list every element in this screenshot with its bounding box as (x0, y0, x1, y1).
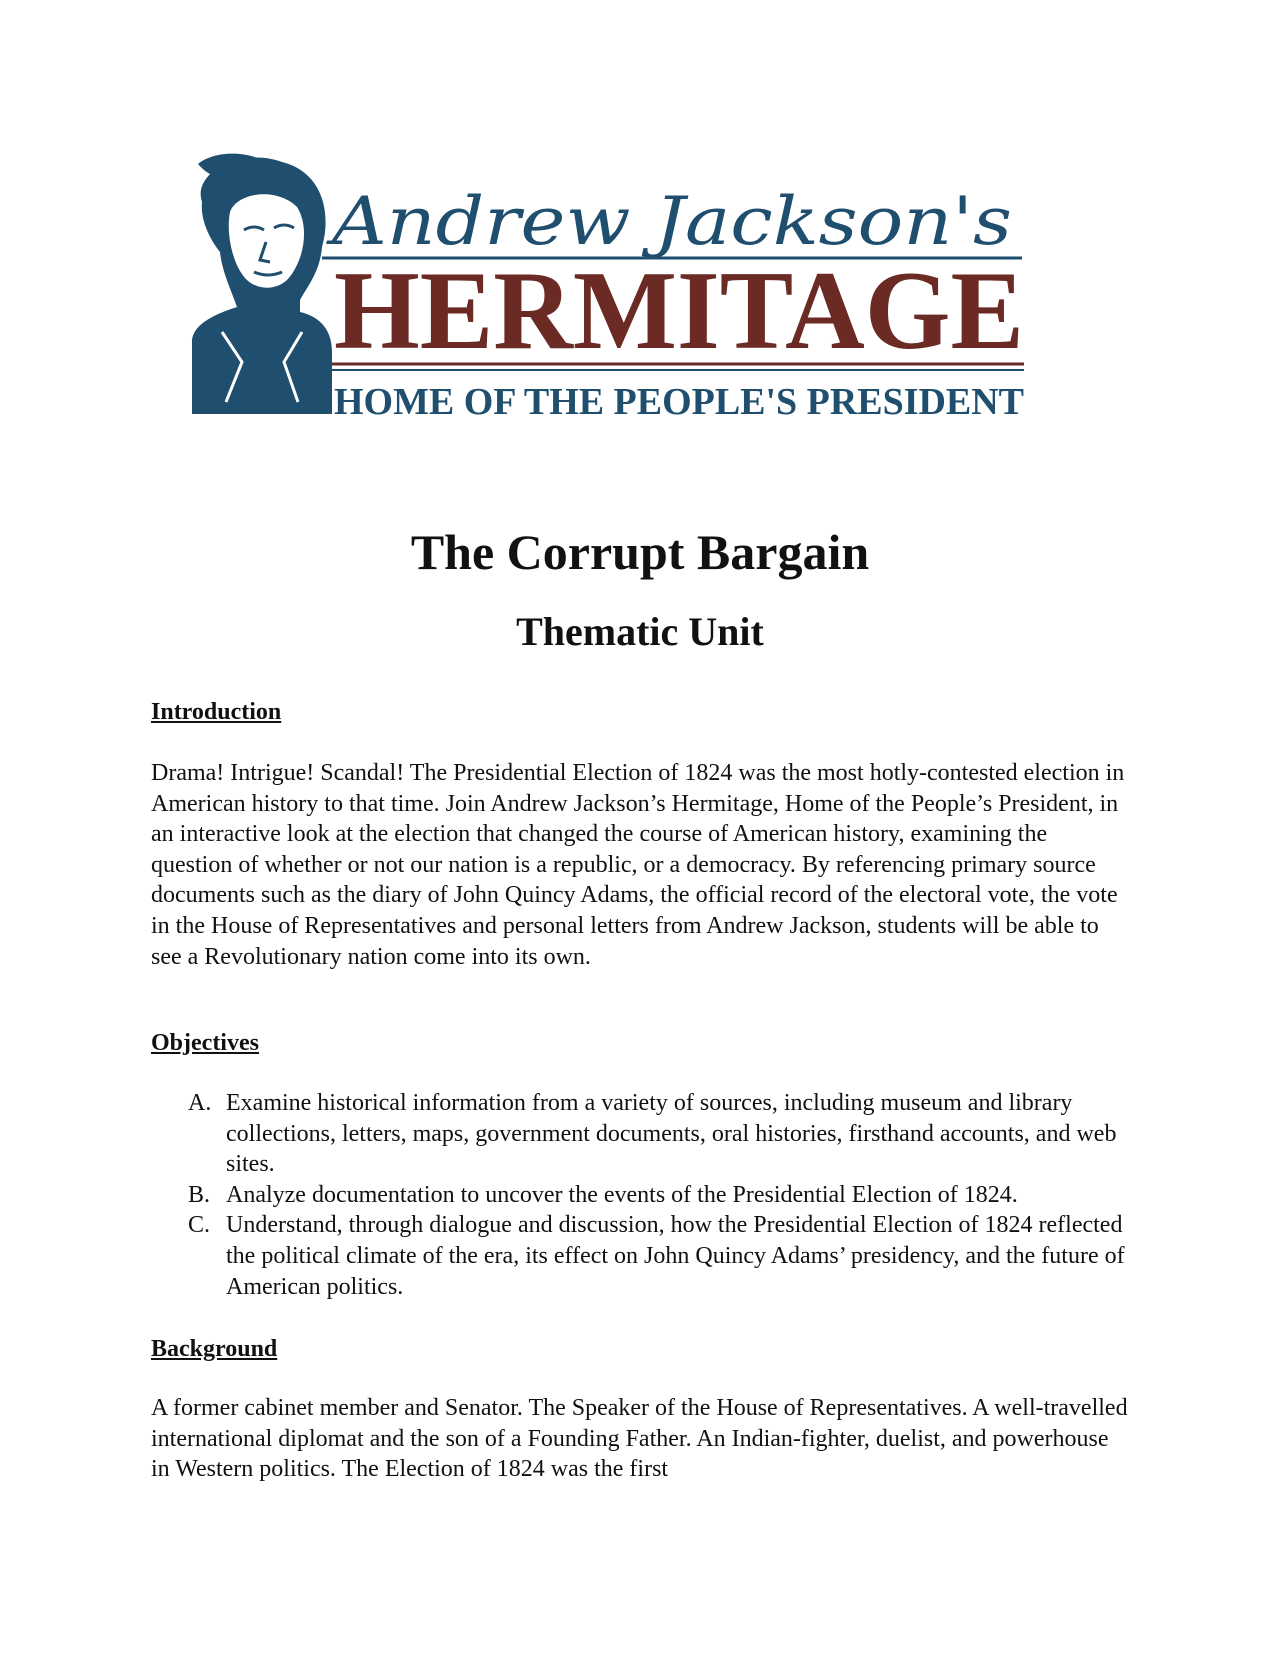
background-paragraph: A former cabinet member and Senator. The Speaker of the House of Representatives. A well-travelled international diplomat and the son of a Founding Father. An Indian-fighter, duelist, and powerhouse in Western politics. The Election of 1824 was the first (151, 1395, 1128, 1483)
page-subtitle: Thematic Unit (516, 609, 764, 654)
logo-tagline: HOME OF THE PEOPLE'S PRESIDENT (334, 381, 1024, 423)
hermitage-logo (182, 152, 1084, 444)
introduction-paragraph: Drama! Intrigue! Scandal! The Presidential Election of 1824 was the most hotly-contested election in American history to that time. Join Andrew Jackson’s Hermitage, Home of the People’s President, in an interactive look at the election that changed the course of American history, examining the question of whether or not our nation is a republic, or a democracy. By referencing primary source documents such as the diary of John Quincy Adams, the official record of the electoral vote, the vote in the House of Representatives and personal letters from Andrew Jackson, students will be able to see a Revolutionary nation come into its own. (151, 760, 1125, 970)
logo-script-text: Andrew Jackson's (325, 183, 1012, 260)
list-item-text: Understand, through dialogue and discussion, how the Presidential Election of 1824 reflected the political climate of the era, its effect on John Quincy Adams’ presidency, and the future of American politics. (226, 1212, 1125, 1300)
objectives-heading: Objectives (151, 1030, 259, 1056)
introduction-heading: Introduction (151, 699, 282, 725)
jackson-portrait-icon (192, 154, 332, 414)
list-item (151, 1180, 1131, 1211)
list-item (151, 1210, 1131, 1302)
list-item (151, 1088, 1131, 1180)
list-marker: A. (188, 1090, 212, 1116)
list-item-text: Analyze documentation to uncover the events of the Presidential Election of 1824. (226, 1181, 1018, 1208)
list-marker: C. (188, 1212, 211, 1239)
list-marker: B. (188, 1181, 211, 1208)
objectives-list (151, 1088, 1131, 1302)
logo-wordmark: HERMITAGE (334, 249, 1024, 373)
page-title: The Corrupt Bargain (410, 524, 870, 580)
background-heading: Background (151, 1336, 278, 1362)
list-item-text: Examine historical information from a variety of sources, including museum and library collections, letters, maps, government documents, oral histories, firsthand accounts, and web sites. (226, 1090, 1117, 1178)
